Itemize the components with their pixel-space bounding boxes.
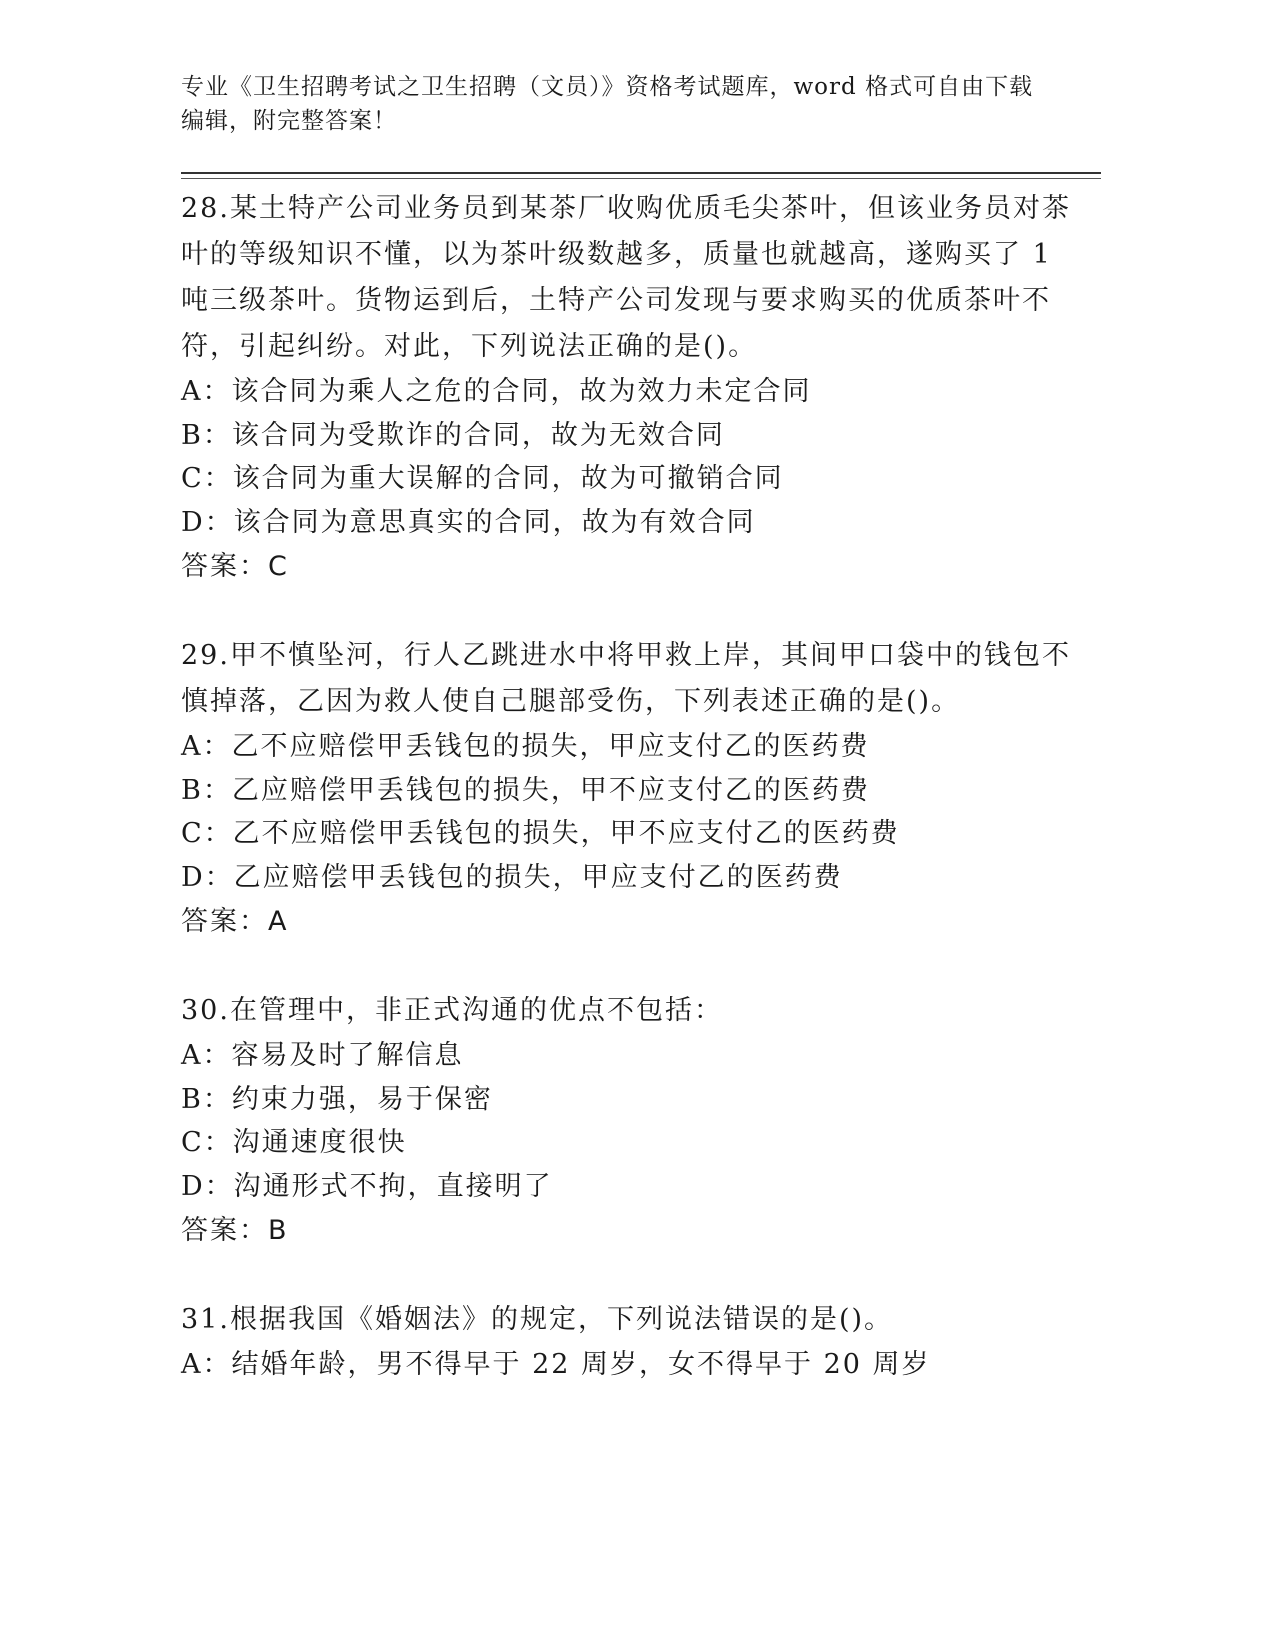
option-a: A：该合同为乘人之危的合同，故为效力未定合同 bbox=[181, 376, 812, 407]
question-stem-line: 31.根据我国《婚姻法》的规定，下列说法错误的是()。 bbox=[181, 1304, 894, 1335]
question-stem-line: 吨三级茶叶。货物运到后，土特产公司发现与要求购买的优质茶叶不 bbox=[181, 285, 1051, 316]
option-d: D：该合同为意思真实的合同，故为有效合同 bbox=[181, 506, 756, 538]
option-b: B：乙应赔偿甲丢钱包的损失，甲不应支付乙的医药费 bbox=[181, 774, 870, 806]
question-stem-line: 30.在管理中，非正式沟通的优点不包括： bbox=[181, 995, 723, 1026]
option-d: D：沟通形式不拘，直接明了 bbox=[181, 1170, 553, 1202]
option-b: B：该合同为受欺诈的合同，故为无效合同 bbox=[181, 419, 725, 451]
question-stem-line: 符，引起纠纷。对此，下列说法正确的是()。 bbox=[181, 331, 758, 362]
option-a: A：容易及时了解信息 bbox=[181, 1040, 464, 1071]
option-c: C：沟通速度很快 bbox=[181, 1127, 407, 1158]
header-line-2: 编辑，附完整答案！ bbox=[181, 108, 397, 134]
option-a: A：结婚年龄，男不得早于 22 周岁，女不得早于 20 周岁 bbox=[181, 1349, 931, 1380]
answer-line: 答案：B bbox=[181, 1215, 289, 1246]
document-header bbox=[181, 70, 1061, 138]
option-c: C：该合同为重大误解的合同，故为可撤销合同 bbox=[181, 463, 784, 494]
question-stem-line: 慎掉落，乙因为救人使自己腿部受伤，下列表述正确的是()。 bbox=[181, 686, 961, 717]
question-29 bbox=[181, 633, 1081, 945]
answer-line: 答案：C bbox=[181, 551, 289, 582]
header-line-1: 专业《卫生招聘考试之卫生招聘（文员）》资格考试题库，word 格式可自由下载 bbox=[181, 74, 1034, 100]
option-c: C：乙不应赔偿甲丢钱包的损失，甲不应支付乙的医药费 bbox=[181, 818, 900, 849]
question-stem-line: 28.某土特产公司业务员到某茶厂收购优质毛尖茶叶，但该业务员对茶 bbox=[181, 193, 1071, 224]
question-30 bbox=[181, 988, 1081, 1254]
header-divider-thin bbox=[181, 178, 1101, 179]
option-b: B：约束力强，易于保密 bbox=[181, 1083, 493, 1115]
question-list bbox=[181, 186, 1081, 1430]
question-28 bbox=[181, 186, 1081, 590]
option-d: D：乙应赔偿甲丢钱包的损失，甲应支付乙的医药费 bbox=[181, 861, 843, 893]
question-stem-line: 叶的等级知识不懂，以为茶叶级数越多，质量也就越高，遂购买了 1 bbox=[181, 239, 1052, 270]
answer-line: 答案：A bbox=[181, 906, 289, 937]
option-a: A：乙不应赔偿甲丢钱包的损失，甲应支付乙的医药费 bbox=[181, 731, 870, 762]
question-31 bbox=[181, 1297, 1081, 1387]
header-divider-thick bbox=[181, 172, 1101, 174]
question-stem-line: 29.甲不慎坠河，行人乙跳进水中将甲救上岸，其间甲口袋中的钱包不 bbox=[181, 640, 1071, 671]
